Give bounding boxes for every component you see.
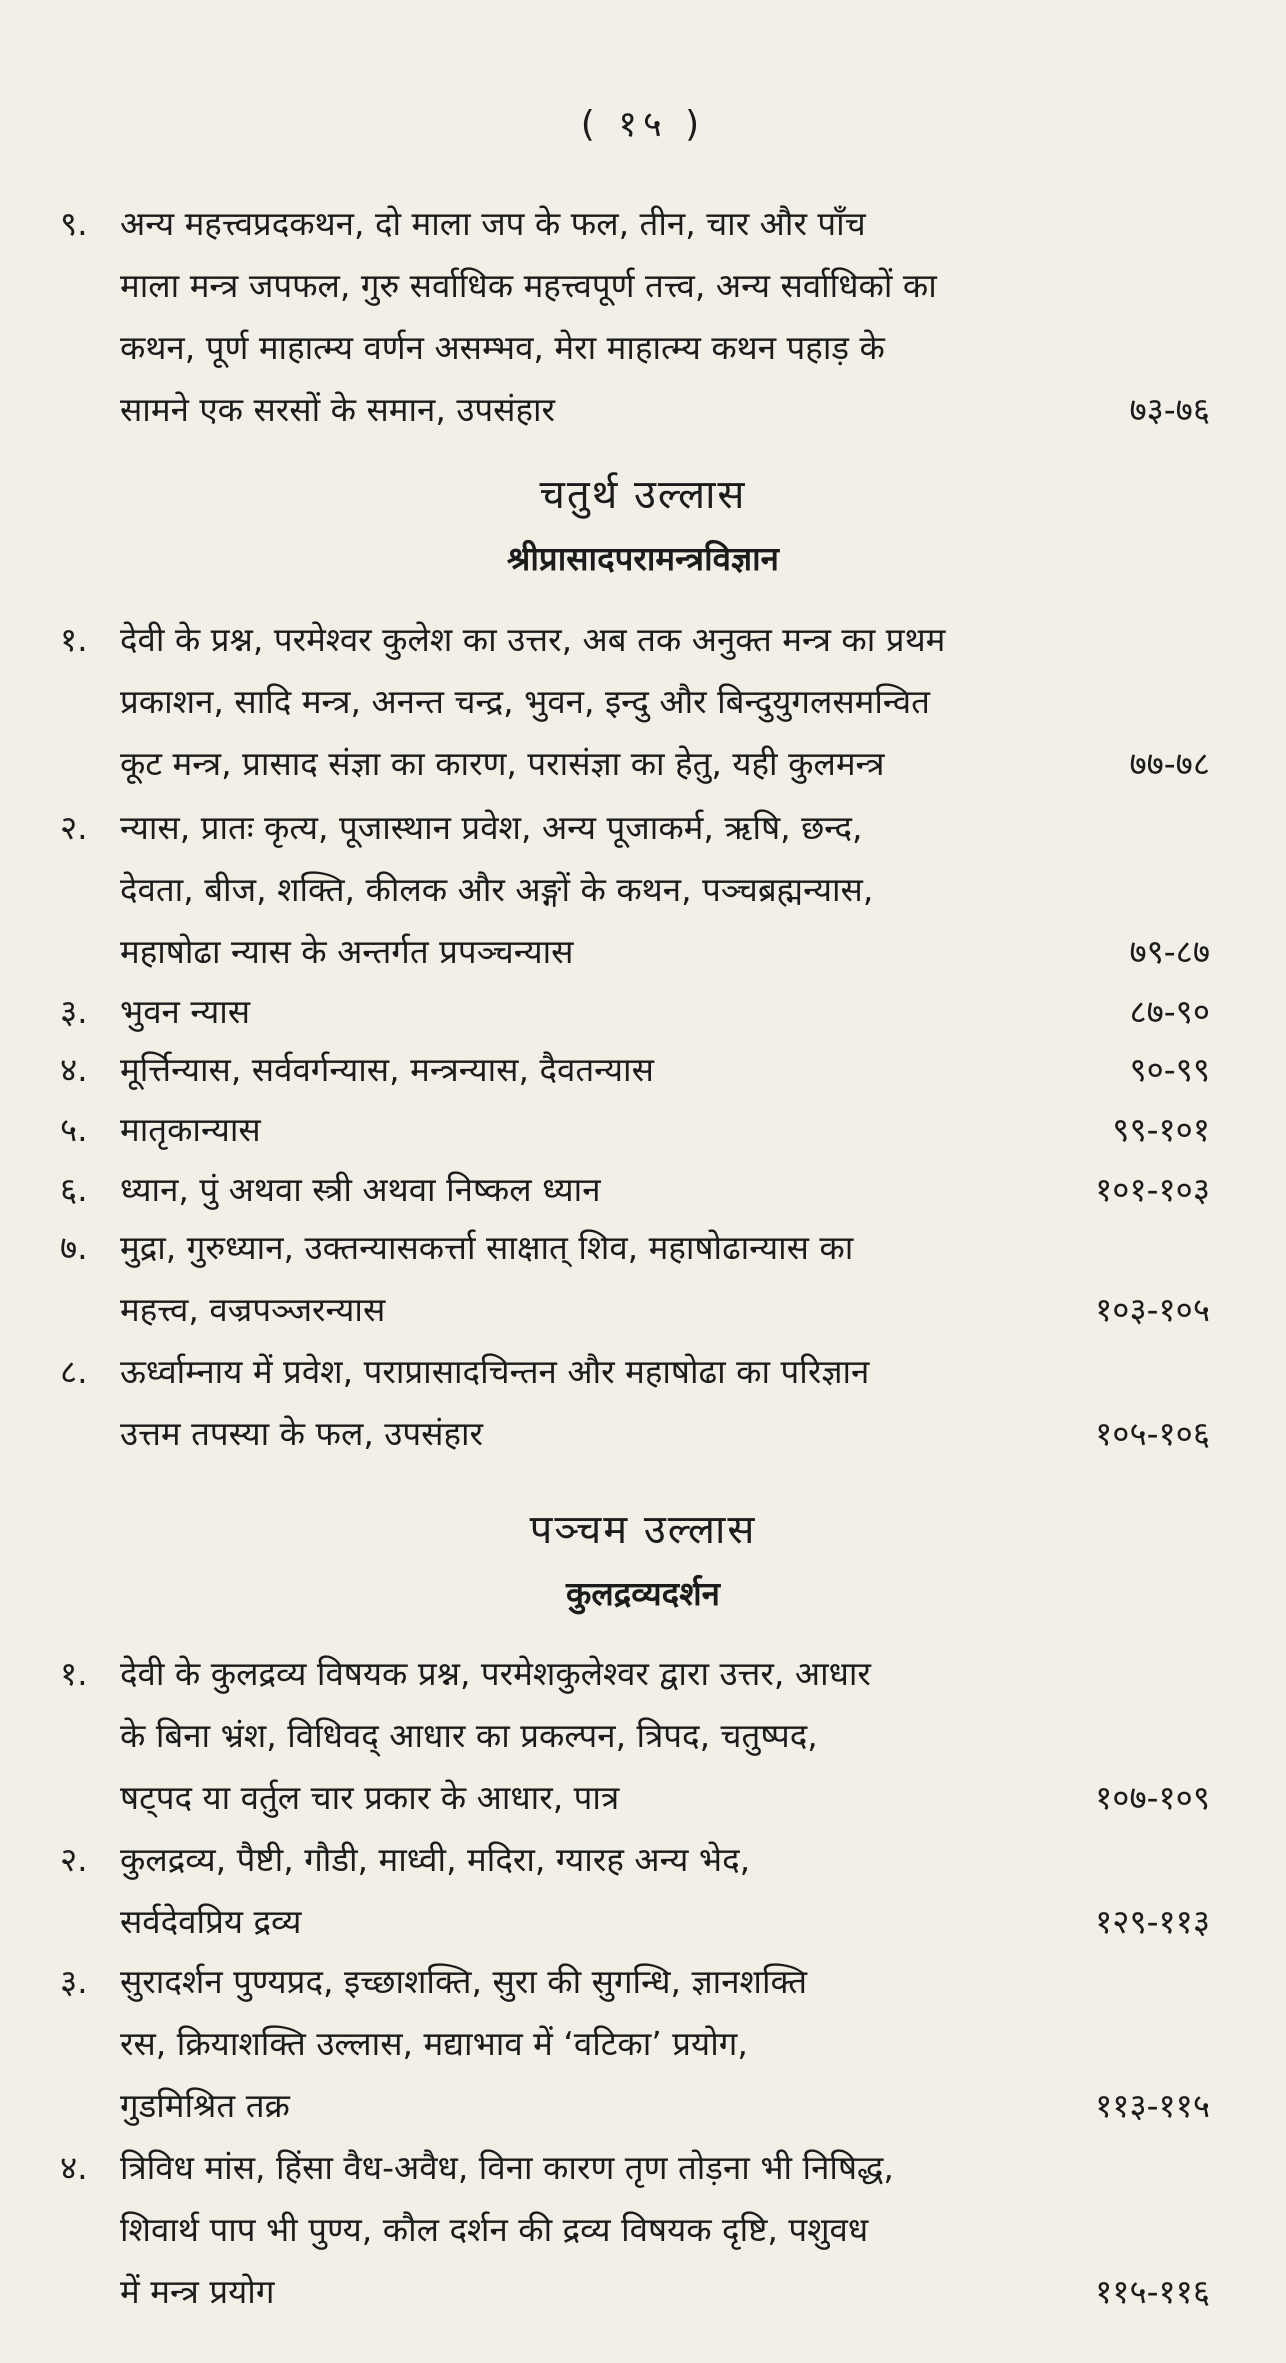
entry-pages: ७७-७८ — [1129, 744, 1210, 783]
entry-number: २. — [60, 1840, 88, 1879]
entry-pages: ९९-१०१ — [1112, 1110, 1210, 1149]
entry-number: ५. — [60, 1110, 88, 1149]
entry-number: ६. — [60, 1170, 88, 1209]
entry-text: शिवार्थ पाप भी पुण्य, कौल दर्शन की द्रव्य विषयक दृष्टि, पशुवध — [120, 2210, 869, 2249]
toc-entry — [60, 988, 1210, 1038]
toc-entry — [60, 1348, 1210, 1463]
entry-pages: ११५-११६ — [1095, 2272, 1210, 2311]
entry-text: सामने एक सरसों के समान, उपसंहार — [120, 390, 556, 429]
entry-pages: ८७-९० — [1129, 992, 1210, 1031]
entry-number: १. — [60, 620, 88, 659]
toc-entry — [60, 1958, 1210, 2138]
entry-text: सुरादर्शन पुण्यप्रद, इच्छाशक्ति, सुरा की सुगन्धि, ज्ञानशक्ति — [120, 1962, 808, 2001]
toc-entry — [60, 1650, 1210, 1830]
entry-text: रस, क्रियाशक्ति उल्लास, मद्याभाव में ‘वटिका’ प्रयोग, — [120, 2024, 748, 2063]
entry-text: ध्यान, पुं अथवा स्त्री अथवा निष्कल ध्यान — [120, 1170, 601, 1209]
toc-entry — [60, 200, 1210, 440]
entry-pages: ९०-९९ — [1129, 1050, 1210, 1089]
entry-number: ४. — [60, 2148, 88, 2187]
section-heading: चतुर्थ उल्लास — [539, 472, 747, 518]
entry-text: षट्पद या वर्तुल चार प्रकार के आधार, पात्र — [120, 1778, 620, 1817]
entry-text: त्रिविध मांस, हिंसा वैध-अवैध, विना कारण तृण तोड़ना भी निषिद्ध, — [120, 2148, 894, 2187]
toc-entry — [60, 2144, 1210, 2324]
entry-pages: ७३-७६ — [1129, 390, 1210, 429]
entry-text: कथन, पूर्ण माहात्म्य वर्णन असम्भव, मेरा माहात्म्य कथन पहाड़ के — [120, 328, 885, 367]
page-number: ( १५ ) — [580, 104, 706, 145]
entry-text: में मन्त्र प्रयोग — [120, 2272, 275, 2311]
entry-pages: ७९-८७ — [1129, 932, 1210, 971]
entry-pages: १२९-११३ — [1095, 1902, 1210, 1941]
toc-entry — [60, 1166, 1210, 1216]
entry-text: प्रकाशन, सादि मन्त्र, अनन्त चन्द्र, भुवन, इन्दु और बिन्दुयुगलसमन्वित — [120, 682, 930, 721]
entry-text: मातृकान्यास — [120, 1110, 261, 1149]
entry-number: १. — [60, 1654, 88, 1693]
entry-number: ९. — [60, 204, 88, 243]
entry-text: माला मन्त्र जपफल, गुरु सर्वाधिक महत्त्वपूर्ण तत्त्व, अन्य सर्वाधिकों का — [120, 266, 937, 305]
entry-text: महाषोढा न्यास के अन्तर्गत प्रपञ्चन्यास — [120, 932, 574, 971]
toc-entry — [60, 1224, 1210, 1339]
entry-text: न्यास, प्रातः कृत्य, पूजास्थान प्रवेश, अन्य पूजाकर्म, ऋषि, छन्द, — [120, 808, 863, 847]
section-subheading: कुलद्रव्यदर्शन — [566, 1574, 720, 1613]
toc-entry — [60, 1106, 1210, 1156]
entry-text: भुवन न्यास — [120, 992, 251, 1031]
entry-text: महत्त्व, वज्रपञ्जरन्यास — [120, 1290, 386, 1329]
entry-text: कूट मन्त्र, प्रासाद संज्ञा का कारण, परासंज्ञा का हेतु, यही कुलमन्त्र — [120, 744, 885, 783]
entry-text: कुलद्रव्य, पैष्टी, गौडी, माध्वी, मदिरा, ग्यारह अन्य भेद, — [120, 1840, 751, 1879]
entry-text: अन्य महत्त्वप्रदकथन, दो माला जप के फल, तीन, चार और पाँच — [120, 204, 866, 243]
entry-number: ७. — [60, 1228, 88, 1267]
toc-entry — [60, 1836, 1210, 1951]
entry-number: ३. — [60, 992, 88, 1031]
toc-entry — [60, 1046, 1210, 1096]
entry-number: २. — [60, 808, 88, 847]
toc-entry — [60, 804, 1210, 984]
entry-pages: १०५-१०६ — [1095, 1414, 1210, 1453]
entry-text: सर्वदेवप्रिय द्रव्य — [120, 1902, 302, 1941]
entry-text: मुद्रा, गुरुध्यान, उक्तन्यासकर्त्ता साक्षात् शिव, महाषोढान्यास का — [120, 1228, 854, 1267]
entry-text: मूर्त्तिन्यास, सर्ववर्गन्यास, मन्त्रन्यास, दैवतन्यास — [120, 1050, 654, 1089]
entry-pages: ११३-११५ — [1095, 2086, 1210, 2125]
toc-entry — [60, 616, 1210, 796]
entry-number: ३. — [60, 1962, 88, 2001]
entry-text: देवी के प्रश्न, परमेश्वर कुलेश का उत्तर, अब तक अनुक्त मन्त्र का प्रथम — [120, 620, 946, 659]
entry-text: गुडमिश्रित तक्र — [120, 2086, 290, 2125]
entry-text: देवी के कुलद्रव्य विषयक प्रश्न, परमेशकुलेश्वर द्वारा उत्तर, आधार — [120, 1654, 871, 1693]
entry-text: के बिना भ्रंश, विधिवद् आधार का प्रकल्पन, त्रिपद, चतुष्पद, — [120, 1716, 818, 1755]
section-heading: पञ्चम उल्लास — [529, 1507, 757, 1553]
entry-pages: १०७-१०९ — [1095, 1778, 1210, 1817]
entry-number: ८. — [60, 1352, 88, 1391]
entry-pages: १०१-१०३ — [1095, 1170, 1210, 1209]
section-subheading: श्रीप्रासादपरामन्त्रविज्ञान — [507, 539, 779, 578]
entry-pages: १०३-१०५ — [1095, 1290, 1210, 1329]
entry-text: देवता, बीज, शक्ति, कीलक और अङ्गों के कथन, पञ्चब्रह्मन्यास, — [120, 870, 874, 909]
entry-text: ऊर्ध्वाम्नाय में प्रवेश, पराप्रासादचिन्तन और महाषोढा का परिज्ञान — [120, 1352, 870, 1391]
entry-number: ४. — [60, 1050, 88, 1089]
entry-text: उत्तम तपस्या के फल, उपसंहार — [120, 1414, 484, 1453]
